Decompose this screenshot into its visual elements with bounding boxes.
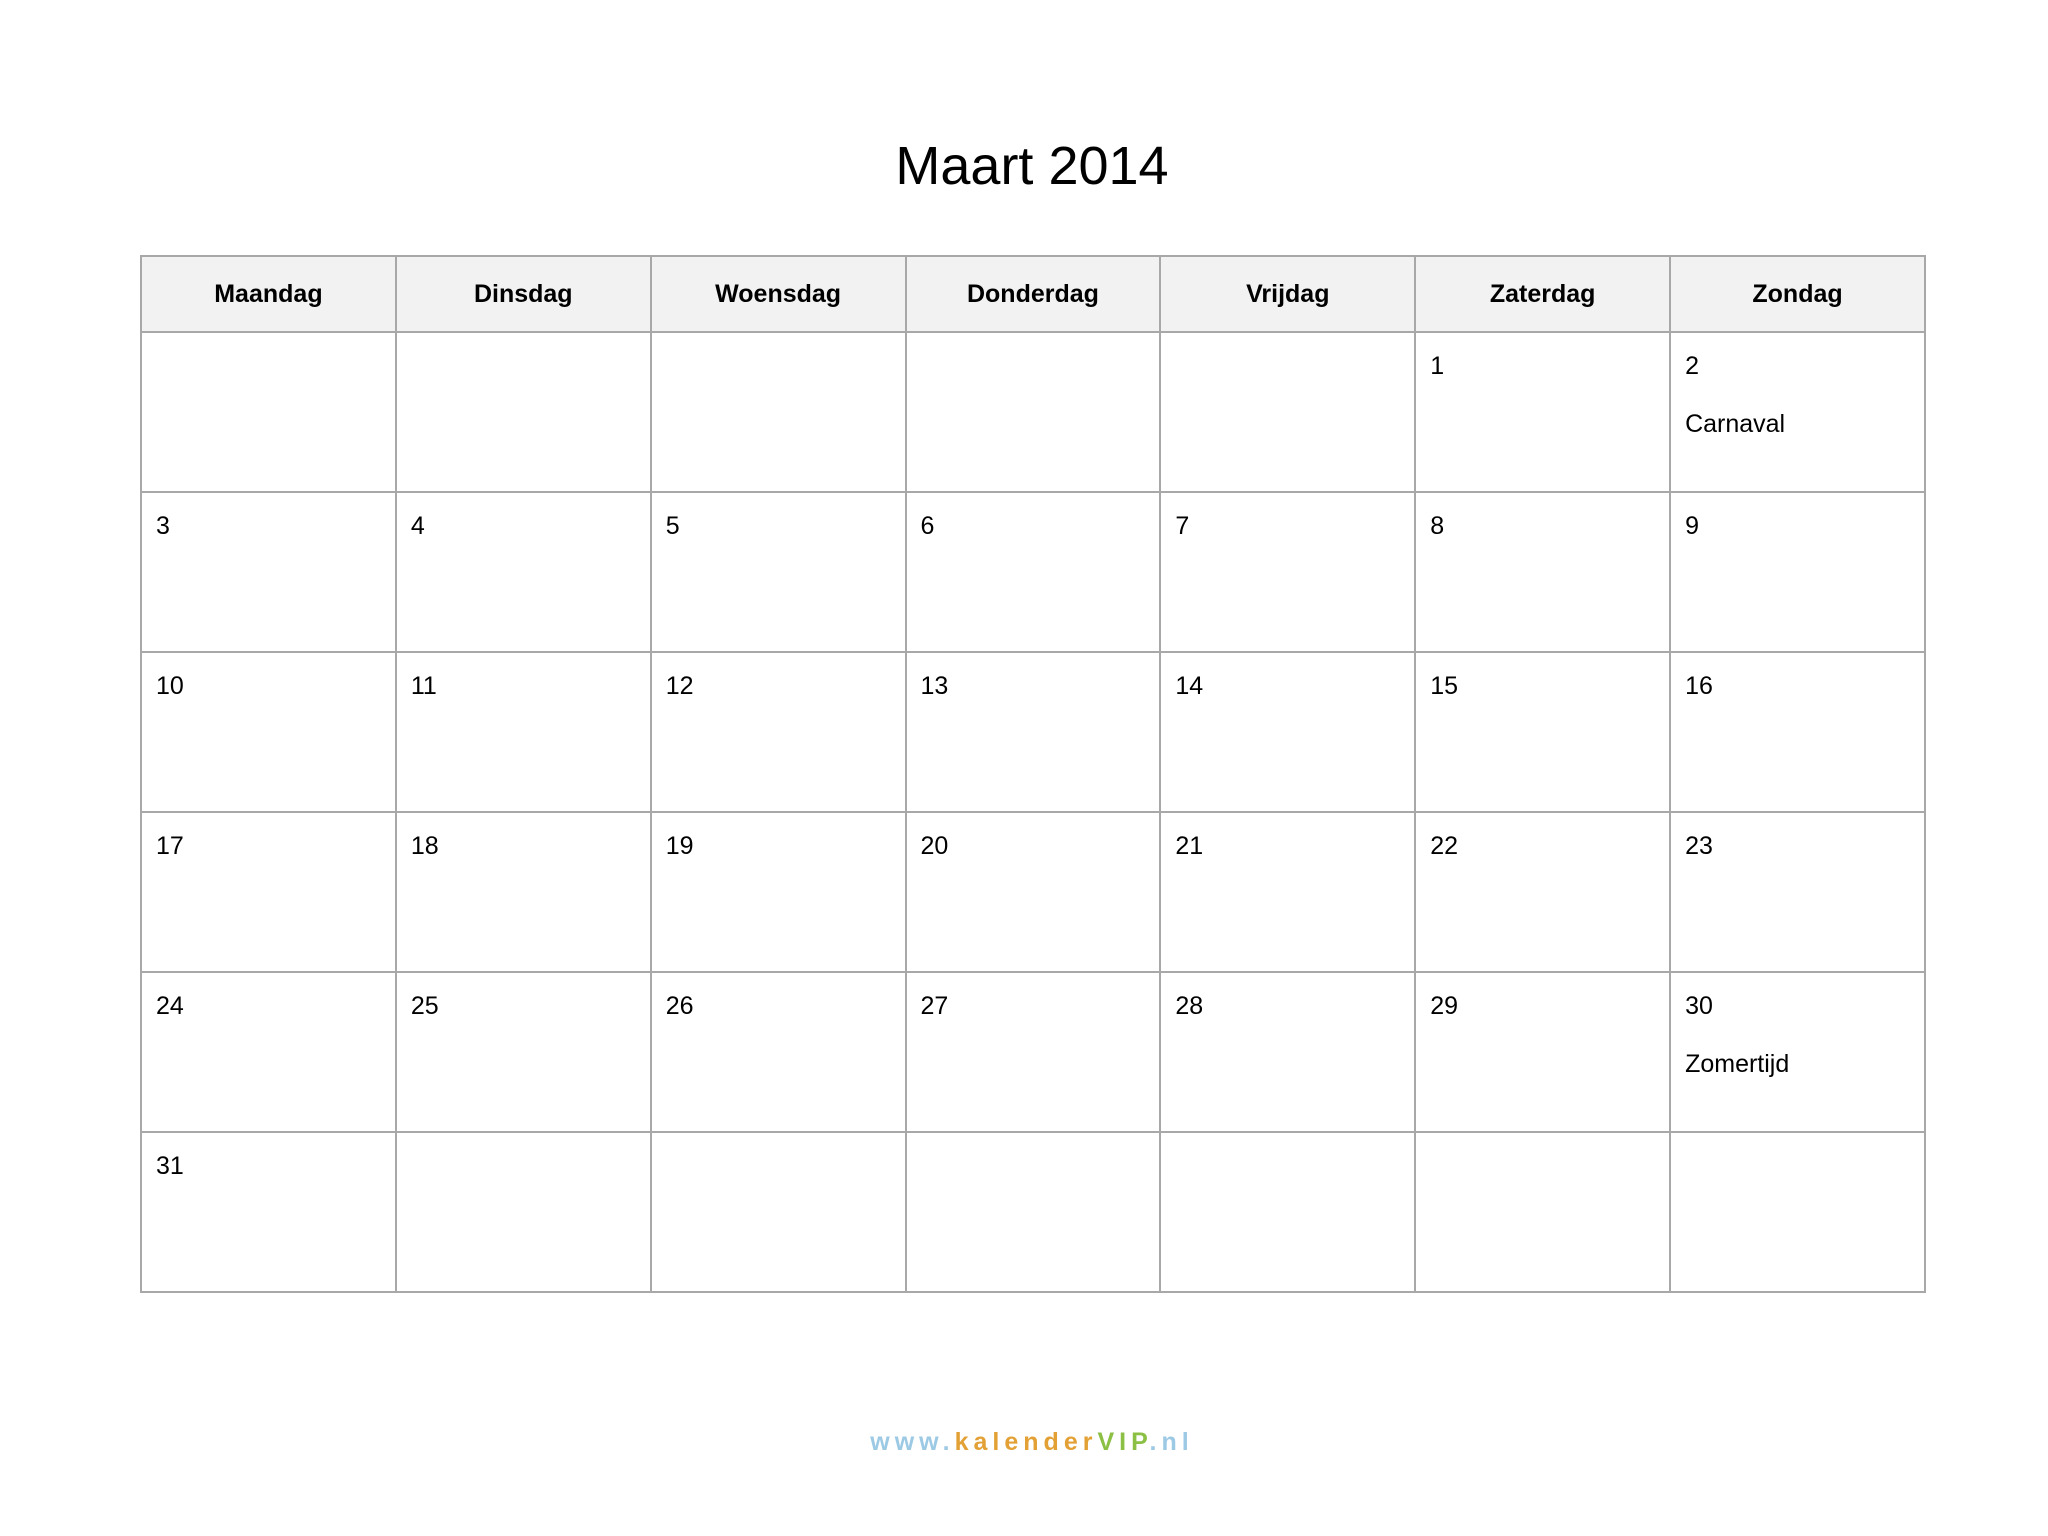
weekday-header: Vrijdag xyxy=(1160,256,1415,332)
day-cell xyxy=(1160,972,1415,1132)
day-cell xyxy=(1160,812,1415,972)
calendar-grid xyxy=(140,255,1926,1293)
day-number: 22 xyxy=(1430,832,1459,860)
calendar-body xyxy=(141,332,1925,1292)
weekday-header: Dinsdag xyxy=(396,256,651,332)
day-cell xyxy=(651,1132,906,1292)
day-number: 21 xyxy=(1175,832,1204,860)
day-number: 23 xyxy=(1685,832,1713,860)
week-row xyxy=(141,492,1925,652)
weekday-header: Donderdag xyxy=(906,256,1161,332)
day-number xyxy=(907,333,1160,351)
day-number xyxy=(1161,333,1414,351)
day-cell xyxy=(651,812,906,972)
day-cell xyxy=(1415,1132,1670,1292)
weekday-header-row xyxy=(141,256,1925,332)
week-row xyxy=(141,652,1925,812)
day-cell xyxy=(1670,812,1925,972)
day-cell xyxy=(396,812,651,972)
day-number: 5 xyxy=(665,512,680,540)
day-number: 8 xyxy=(1430,512,1445,540)
day-number: 17 xyxy=(156,832,184,860)
day-cell xyxy=(1160,652,1415,812)
day-number xyxy=(1671,1133,1924,1151)
day-cell xyxy=(141,652,396,812)
day-cell xyxy=(1670,652,1925,812)
day-number xyxy=(1161,1133,1414,1151)
day-cell xyxy=(906,972,1161,1132)
day-number: 19 xyxy=(665,832,694,860)
calendar-title: Maart 2014 xyxy=(895,136,1169,196)
day-number: 29 xyxy=(1430,992,1459,1020)
footer-part: VIP xyxy=(1097,1428,1150,1456)
week-row xyxy=(141,972,1925,1132)
day-cell xyxy=(1670,492,1925,652)
footer-website xyxy=(0,1428,2048,1457)
day-number: 15 xyxy=(1430,672,1459,700)
day-number: 1 xyxy=(1430,352,1445,380)
day-cell xyxy=(141,332,396,492)
day-cell xyxy=(1160,492,1415,652)
day-cell xyxy=(1415,972,1670,1132)
day-number xyxy=(142,333,395,351)
day-cell xyxy=(651,332,906,492)
day-number: 13 xyxy=(920,672,949,700)
week-row xyxy=(141,812,1925,972)
weekday-header: Zondag xyxy=(1670,256,1925,332)
day-number: 28 xyxy=(1175,992,1204,1020)
day-number: 26 xyxy=(665,992,694,1020)
day-cell xyxy=(396,332,651,492)
week-row xyxy=(141,332,1925,492)
day-cell xyxy=(1415,812,1670,972)
day-cell xyxy=(141,812,396,972)
day-cell xyxy=(1670,332,1925,492)
footer-part: www. xyxy=(870,1428,955,1456)
day-number: 10 xyxy=(156,672,184,700)
day-cell xyxy=(396,492,651,652)
day-number: 30 xyxy=(1685,992,1713,1020)
day-number: 9 xyxy=(1685,512,1699,540)
day-cell xyxy=(906,332,1161,492)
day-cell xyxy=(906,652,1161,812)
day-cell xyxy=(1415,332,1670,492)
footer-part: kalender xyxy=(954,1428,1098,1456)
day-cell xyxy=(651,652,906,812)
day-number: 11 xyxy=(410,672,437,700)
day-number: 18 xyxy=(410,832,439,860)
day-cell xyxy=(906,492,1161,652)
weekday-header: Woensdag xyxy=(651,256,906,332)
day-number: 20 xyxy=(920,832,949,860)
day-cell xyxy=(141,972,396,1132)
day-number xyxy=(1416,1133,1669,1151)
footer-part: .nl xyxy=(1149,1428,1194,1456)
day-number: 25 xyxy=(410,992,439,1020)
day-event: Carnaval xyxy=(1685,410,1786,438)
day-number: 14 xyxy=(1175,672,1204,700)
day-number: 4 xyxy=(410,512,425,540)
day-number: 2 xyxy=(1685,352,1699,380)
day-number xyxy=(397,1133,650,1151)
day-number xyxy=(907,1133,1160,1151)
day-number: 12 xyxy=(665,672,694,700)
weekday-header: Maandag xyxy=(141,256,396,332)
day-cell xyxy=(141,492,396,652)
day-number: 31 xyxy=(156,1152,184,1180)
day-number: 6 xyxy=(920,512,935,540)
day-cell xyxy=(1160,1132,1415,1292)
day-cell xyxy=(1415,492,1670,652)
day-cell xyxy=(906,812,1161,972)
day-cell xyxy=(396,972,651,1132)
day-cell xyxy=(1670,1132,1925,1292)
day-cell xyxy=(396,652,651,812)
day-number xyxy=(397,333,650,351)
day-event: Zomertijd xyxy=(1685,1050,1790,1078)
day-number: 24 xyxy=(156,992,184,1020)
day-number: 27 xyxy=(920,992,949,1020)
day-cell xyxy=(1160,332,1415,492)
weekday-header: Zaterdag xyxy=(1415,256,1670,332)
day-number: 3 xyxy=(156,512,170,540)
day-cell xyxy=(1670,972,1925,1132)
day-number: 7 xyxy=(1175,512,1190,540)
week-row xyxy=(141,1132,1925,1292)
day-cell xyxy=(651,972,906,1132)
day-cell xyxy=(651,492,906,652)
day-cell xyxy=(141,1132,396,1292)
day-cell xyxy=(396,1132,651,1292)
day-number xyxy=(652,1133,905,1151)
day-cell xyxy=(1415,652,1670,812)
day-cell xyxy=(906,1132,1161,1292)
day-number xyxy=(652,333,905,351)
day-number: 16 xyxy=(1685,672,1713,700)
